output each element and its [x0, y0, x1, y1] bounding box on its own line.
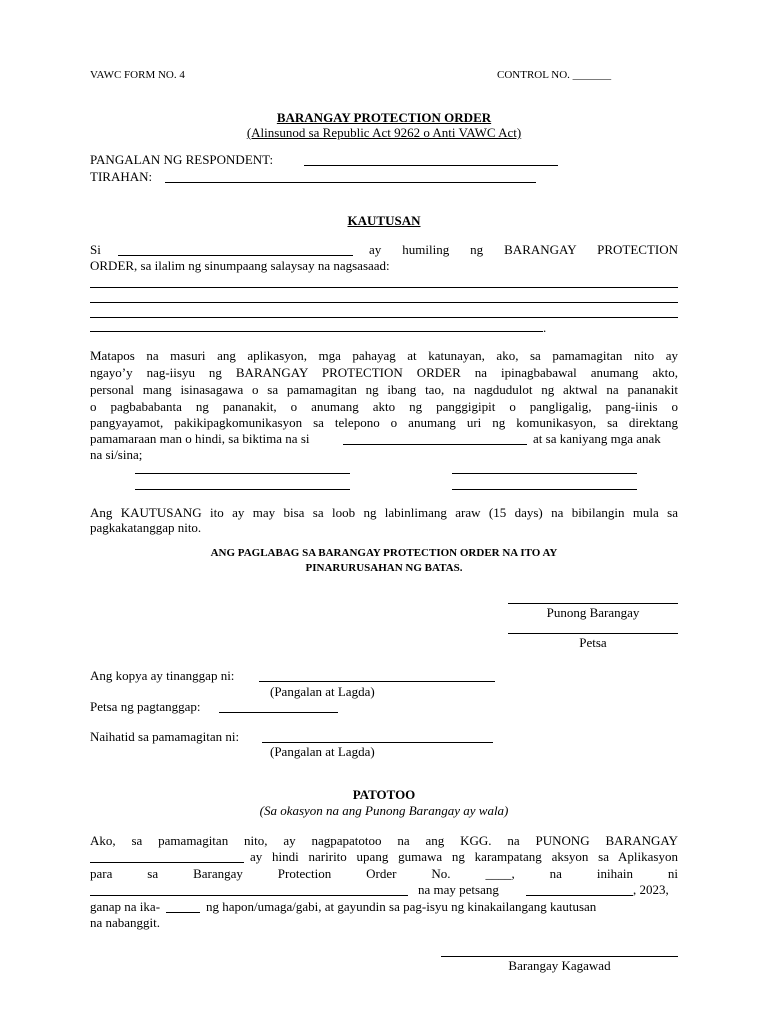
paragraph-line-4: o pagbababanta ng pananakit, o anumang akto ng panggigipit o pangligalig, pang-iinis o — [90, 399, 678, 414]
kautusan-heading: KAUTUSAN — [347, 213, 421, 228]
paragraph-line-6a: pamamaraan man o hindi, sa biktima na si — [90, 431, 310, 446]
petsa-signature-line[interactable] — [508, 633, 678, 634]
word: Barangay — [193, 866, 243, 881]
child-name-field-1[interactable] — [135, 473, 350, 474]
word: inihain — [596, 866, 633, 881]
statement-line-3[interactable] — [90, 317, 678, 318]
petsa-label: Petsa — [579, 635, 607, 650]
word: na — [549, 866, 562, 881]
punong-barangay-name-field[interactable] — [90, 862, 244, 863]
statement-period: . — [543, 320, 547, 335]
statement-line-4[interactable] — [90, 331, 543, 332]
statement-line-2[interactable] — [90, 302, 678, 303]
document-subtitle: (Alinsunod sa Republic Act 9262 o Anti VAWC Act) — [246, 125, 522, 140]
time-field[interactable] — [166, 912, 200, 913]
word: Order — [366, 866, 397, 881]
respondent-address-field[interactable] — [165, 182, 536, 183]
warning-line-1: ANG PAGLABAG SA BARANGAY PROTECTION ORDER NA ITO AY — [210, 547, 558, 559]
respondent-name-field[interactable] — [304, 165, 558, 166]
victim-name-field[interactable] — [343, 444, 527, 445]
respondent-address-label: TIRAHAN: — [90, 169, 153, 184]
naihatid-label: Naihatid sa pamamagitan ni: — [90, 729, 240, 744]
patotoo-line-5b: ng hapon/umaga/gabi, at gayundin sa pag-isyu ng kinakailangang kautusan — [206, 899, 597, 914]
punong-barangay-signature-line[interactable] — [508, 603, 678, 604]
humiling-text: ay humiling ng BARANGAY PROTECTION — [369, 242, 678, 257]
paragraph-line-7: na si/sina; — [90, 447, 143, 462]
word: Protection — [277, 866, 332, 881]
patotoo-line-4a: na may petsang — [418, 882, 499, 897]
paragraph-line-3: personal mang isinasagawa o sa pamamagitan ng ibang tao, na nagdudulot ng aktwal na pananakit — [90, 382, 678, 397]
petsa-pagtanggap-label: Petsa ng pagtanggap: — [90, 699, 201, 714]
child-name-field-3[interactable] — [135, 489, 350, 490]
kagawad-signature-line[interactable] — [441, 956, 678, 957]
patotoo-subheading: (Sa okasyon na ang Punong Barangay ay wala) — [259, 803, 509, 818]
patotoo-line-2: ay hindi naririto upang gumawa ng karampatang aksyon sa Aplikasyon — [250, 849, 678, 864]
patotoo-line-3 — [90, 866, 678, 882]
form-number: VAWC FORM NO. 4 — [90, 69, 185, 81]
control-number: CONTROL NO. _______ — [497, 69, 612, 81]
warning-line-2: PINARURUSAHAN NG BATAS. — [305, 562, 463, 574]
child-name-field-2[interactable] — [452, 473, 637, 474]
validity-line-2: pagkakatanggap nito. — [90, 520, 202, 535]
paragraph-line-6b: at sa kaniyang mga anak — [533, 431, 661, 446]
filer-name-field[interactable] — [90, 895, 408, 896]
paragraph-line-2: ngayo’y nag-iisyu ng BARANGAY PROTECTION ORDER na ipinagbabawal anumang akto, — [90, 365, 678, 380]
document-title: BARANGAY PROTECTION ORDER — [276, 110, 492, 125]
kagawad-label: Barangay Kagawad — [508, 958, 611, 973]
word: para — [90, 866, 113, 881]
si-label: Si — [90, 242, 101, 257]
pangalan-lagda-1: (Pangalan at Lagda) — [270, 684, 375, 699]
word: No. — [431, 866, 451, 881]
patotoo-line-4b: , 2023, — [633, 882, 669, 897]
order-line: ORDER, sa ilalim ng sinumpaang salaysay na nagsasaad: — [90, 258, 390, 273]
kopya-label: Ang kopya ay tinanggap ni: — [90, 668, 235, 683]
receiver-name-field[interactable] — [259, 681, 495, 682]
word: ni — [667, 866, 678, 881]
patotoo-line-6: na nabanggit. — [90, 915, 161, 930]
punong-barangay-label: Punong Barangay — [546, 605, 640, 620]
applicant-name-field[interactable] — [118, 255, 353, 256]
pangalan-lagda-2: (Pangalan at Lagda) — [270, 744, 375, 759]
respondent-name-label: PANGALAN NG RESPONDENT: — [90, 152, 274, 167]
paragraph-line-5: pangyayamot, pakikipagkomunikasyon sa telepono o anumang uri ng komunikasyon, sa direktang — [90, 415, 678, 430]
petsa-pagtanggap-field[interactable] — [219, 712, 338, 713]
child-name-field-4[interactable] — [452, 489, 637, 490]
word: sa — [147, 866, 159, 881]
paragraph-line-1: Matapos na masuri ang aplikasyon, mga pahayag at katunayan, ako, sa pamamagitan nito ay — [90, 348, 678, 363]
patotoo-line-1: Ako, sa pamamagitan nito, ay nagpapatotoo na ang KGG. na PUNONG BARANGAY — [90, 833, 678, 848]
statement-line-1[interactable] — [90, 287, 678, 288]
patotoo-line-5a: ganap na ika- — [90, 899, 161, 914]
patotoo-heading: PATOTOO — [352, 787, 416, 802]
validity-line-1: Ang KAUTUSANG ito ay may bisa sa loob ng labinlimang araw (15 days) na bibilangin mula sa — [90, 505, 678, 520]
filing-date-field[interactable] — [526, 895, 633, 896]
order-number-blank[interactable]: ____, — [485, 866, 515, 881]
naihatid-name-field[interactable] — [262, 742, 493, 743]
